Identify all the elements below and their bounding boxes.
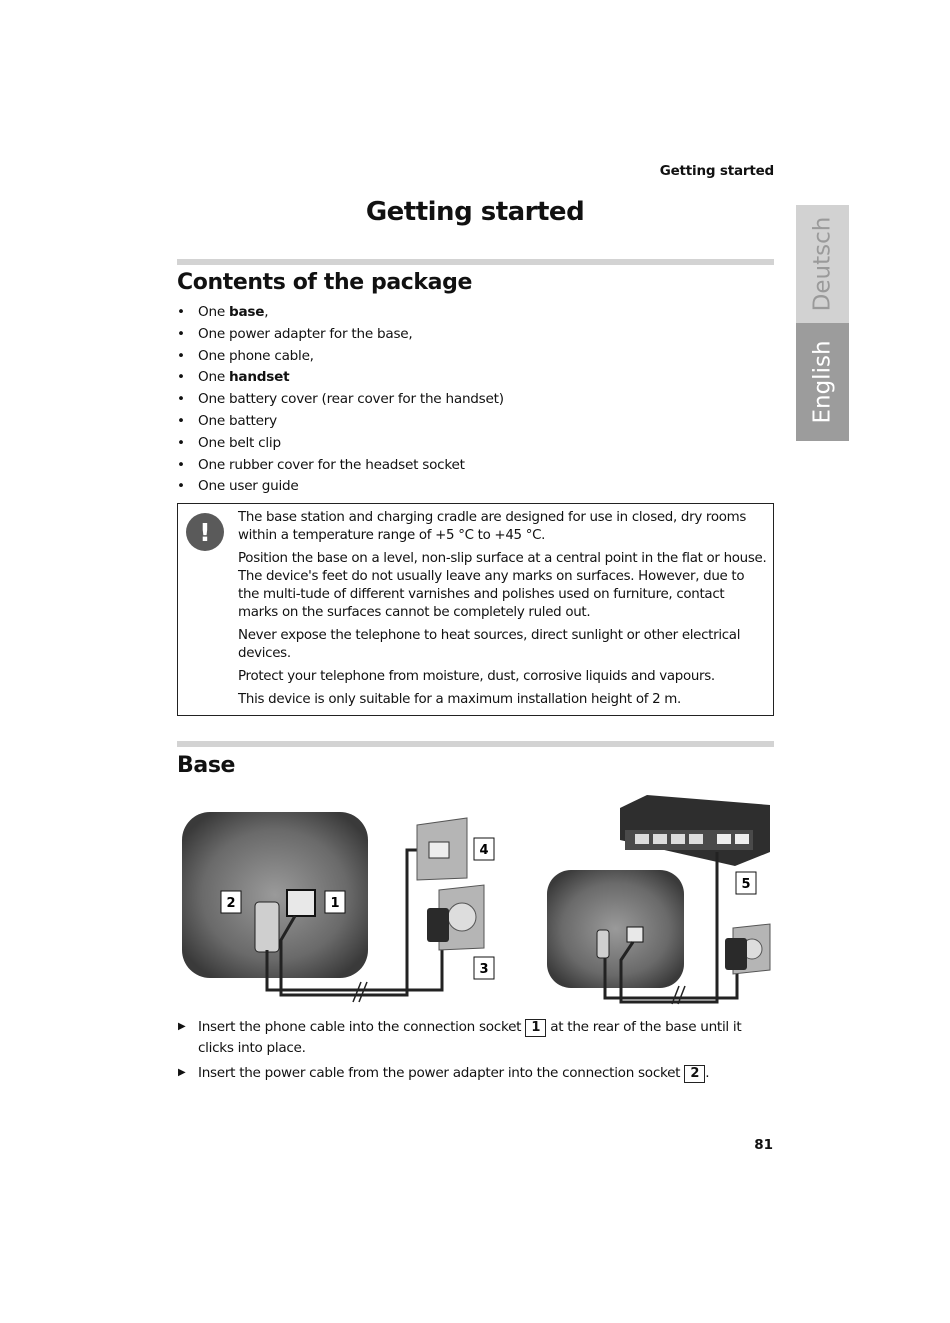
phone-socket-image xyxy=(627,927,643,942)
step-text: Insert the power cable from the power adapter into the connection socket xyxy=(198,1065,685,1081)
phone-socket-image xyxy=(287,890,315,916)
section-rule xyxy=(177,741,774,747)
item-text: One xyxy=(198,304,229,320)
router-port-image xyxy=(717,834,731,844)
router-port-image xyxy=(689,834,703,844)
router-port-image xyxy=(735,834,749,844)
step-item xyxy=(177,1063,774,1084)
power-plug-image xyxy=(597,930,609,958)
note-paragraph: The base station and charging cradle are designed for use in closed, dry rooms within a temperature range of +5 °C to +45 °C. xyxy=(238,510,747,543)
outlet-socket-image xyxy=(448,903,476,931)
right-base-illustration xyxy=(547,795,770,1004)
note-text xyxy=(238,509,768,714)
list-item xyxy=(177,411,504,433)
router-port-image xyxy=(671,834,685,844)
item-text: One battery cover (rear cover for the handset) xyxy=(198,391,504,408)
tab-deutsch[interactable] xyxy=(796,205,849,323)
contents-list xyxy=(177,302,504,498)
callout-2: 2 xyxy=(226,896,236,911)
item-bold: base xyxy=(229,304,265,320)
callout-3: 3 xyxy=(479,962,489,977)
callout-1: 1 xyxy=(330,896,340,911)
list-item xyxy=(177,324,504,346)
note-paragraph: This device is only suitable for a maximum installation height of 2 m. xyxy=(238,692,681,707)
contents-section-title: Contents of the package xyxy=(177,270,472,295)
step-text-after: . xyxy=(705,1065,710,1081)
item-text: One xyxy=(198,369,229,386)
list-item xyxy=(177,346,504,368)
warning-note xyxy=(177,503,774,716)
triangle-right-icon: ▶ xyxy=(178,1067,186,1078)
item-text: One belt clip xyxy=(198,434,281,451)
base-section-title: Base xyxy=(177,753,236,778)
left-base-illustration xyxy=(182,812,494,1002)
running-header: Getting started xyxy=(659,163,774,179)
power-adapter-image xyxy=(725,938,747,970)
tab-english-label: English xyxy=(809,340,836,424)
jack-port-image xyxy=(429,842,449,858)
note-paragraph: Protect your telephone from moisture, dust, corrosive liquids and vapours. xyxy=(238,669,715,684)
tab-deutsch-label: Deutsch xyxy=(809,216,836,312)
socket-ref-box: 1 xyxy=(525,1019,546,1037)
power-adapter-image xyxy=(427,908,449,942)
page-number: 81 xyxy=(754,1137,773,1153)
socket-ref-box: 2 xyxy=(684,1065,705,1083)
list-item xyxy=(177,367,504,389)
list-item xyxy=(177,476,504,498)
step-item xyxy=(177,1017,774,1058)
triangle-right-icon: ▶ xyxy=(178,1021,186,1032)
note-paragraph: Never expose the telephone to heat sources, direct sunlight or other electrical devices. xyxy=(238,628,741,661)
base-connection-illustration xyxy=(177,790,774,1005)
language-tabs xyxy=(796,205,849,441)
item-text: One user guide xyxy=(198,478,299,495)
list-item xyxy=(177,389,504,411)
item-text: One power adapter for the base, xyxy=(198,325,413,342)
step-text: Insert the phone cable into the connection socket xyxy=(198,1019,526,1035)
section-rule xyxy=(177,259,774,265)
item-bold: handset xyxy=(229,369,290,386)
exclamation-icon: ! xyxy=(186,513,224,551)
item-text: One battery xyxy=(198,412,277,429)
item-suffix: , xyxy=(264,304,269,320)
item-text: One rubber cover for the headset socket xyxy=(198,456,465,473)
base-steps xyxy=(177,1017,774,1089)
page-title: Getting started xyxy=(365,197,585,227)
list-item xyxy=(177,433,504,455)
item-text: One phone cable, xyxy=(198,347,314,364)
list-item xyxy=(177,302,504,324)
callout-5: 5 xyxy=(741,877,751,892)
second-base-unit-image xyxy=(547,870,684,988)
power-plug-image xyxy=(255,902,279,952)
router-port-image xyxy=(635,834,649,844)
callout-4: 4 xyxy=(479,843,489,858)
list-item xyxy=(177,455,504,477)
tab-english[interactable] xyxy=(796,323,849,441)
router-port-image xyxy=(653,834,667,844)
note-paragraph: Position the base on a level, non-slip surface at a central point in the flat or house. The device's feet do not usually leave any marks on surfaces. However, due to the multi-tude of different varnishes and polishes used on furniture, contact marks on the surfaces cannot be completely ruled out. xyxy=(238,551,767,620)
step-text-after: at the rear of the base until it clicks into place. xyxy=(198,1019,742,1056)
